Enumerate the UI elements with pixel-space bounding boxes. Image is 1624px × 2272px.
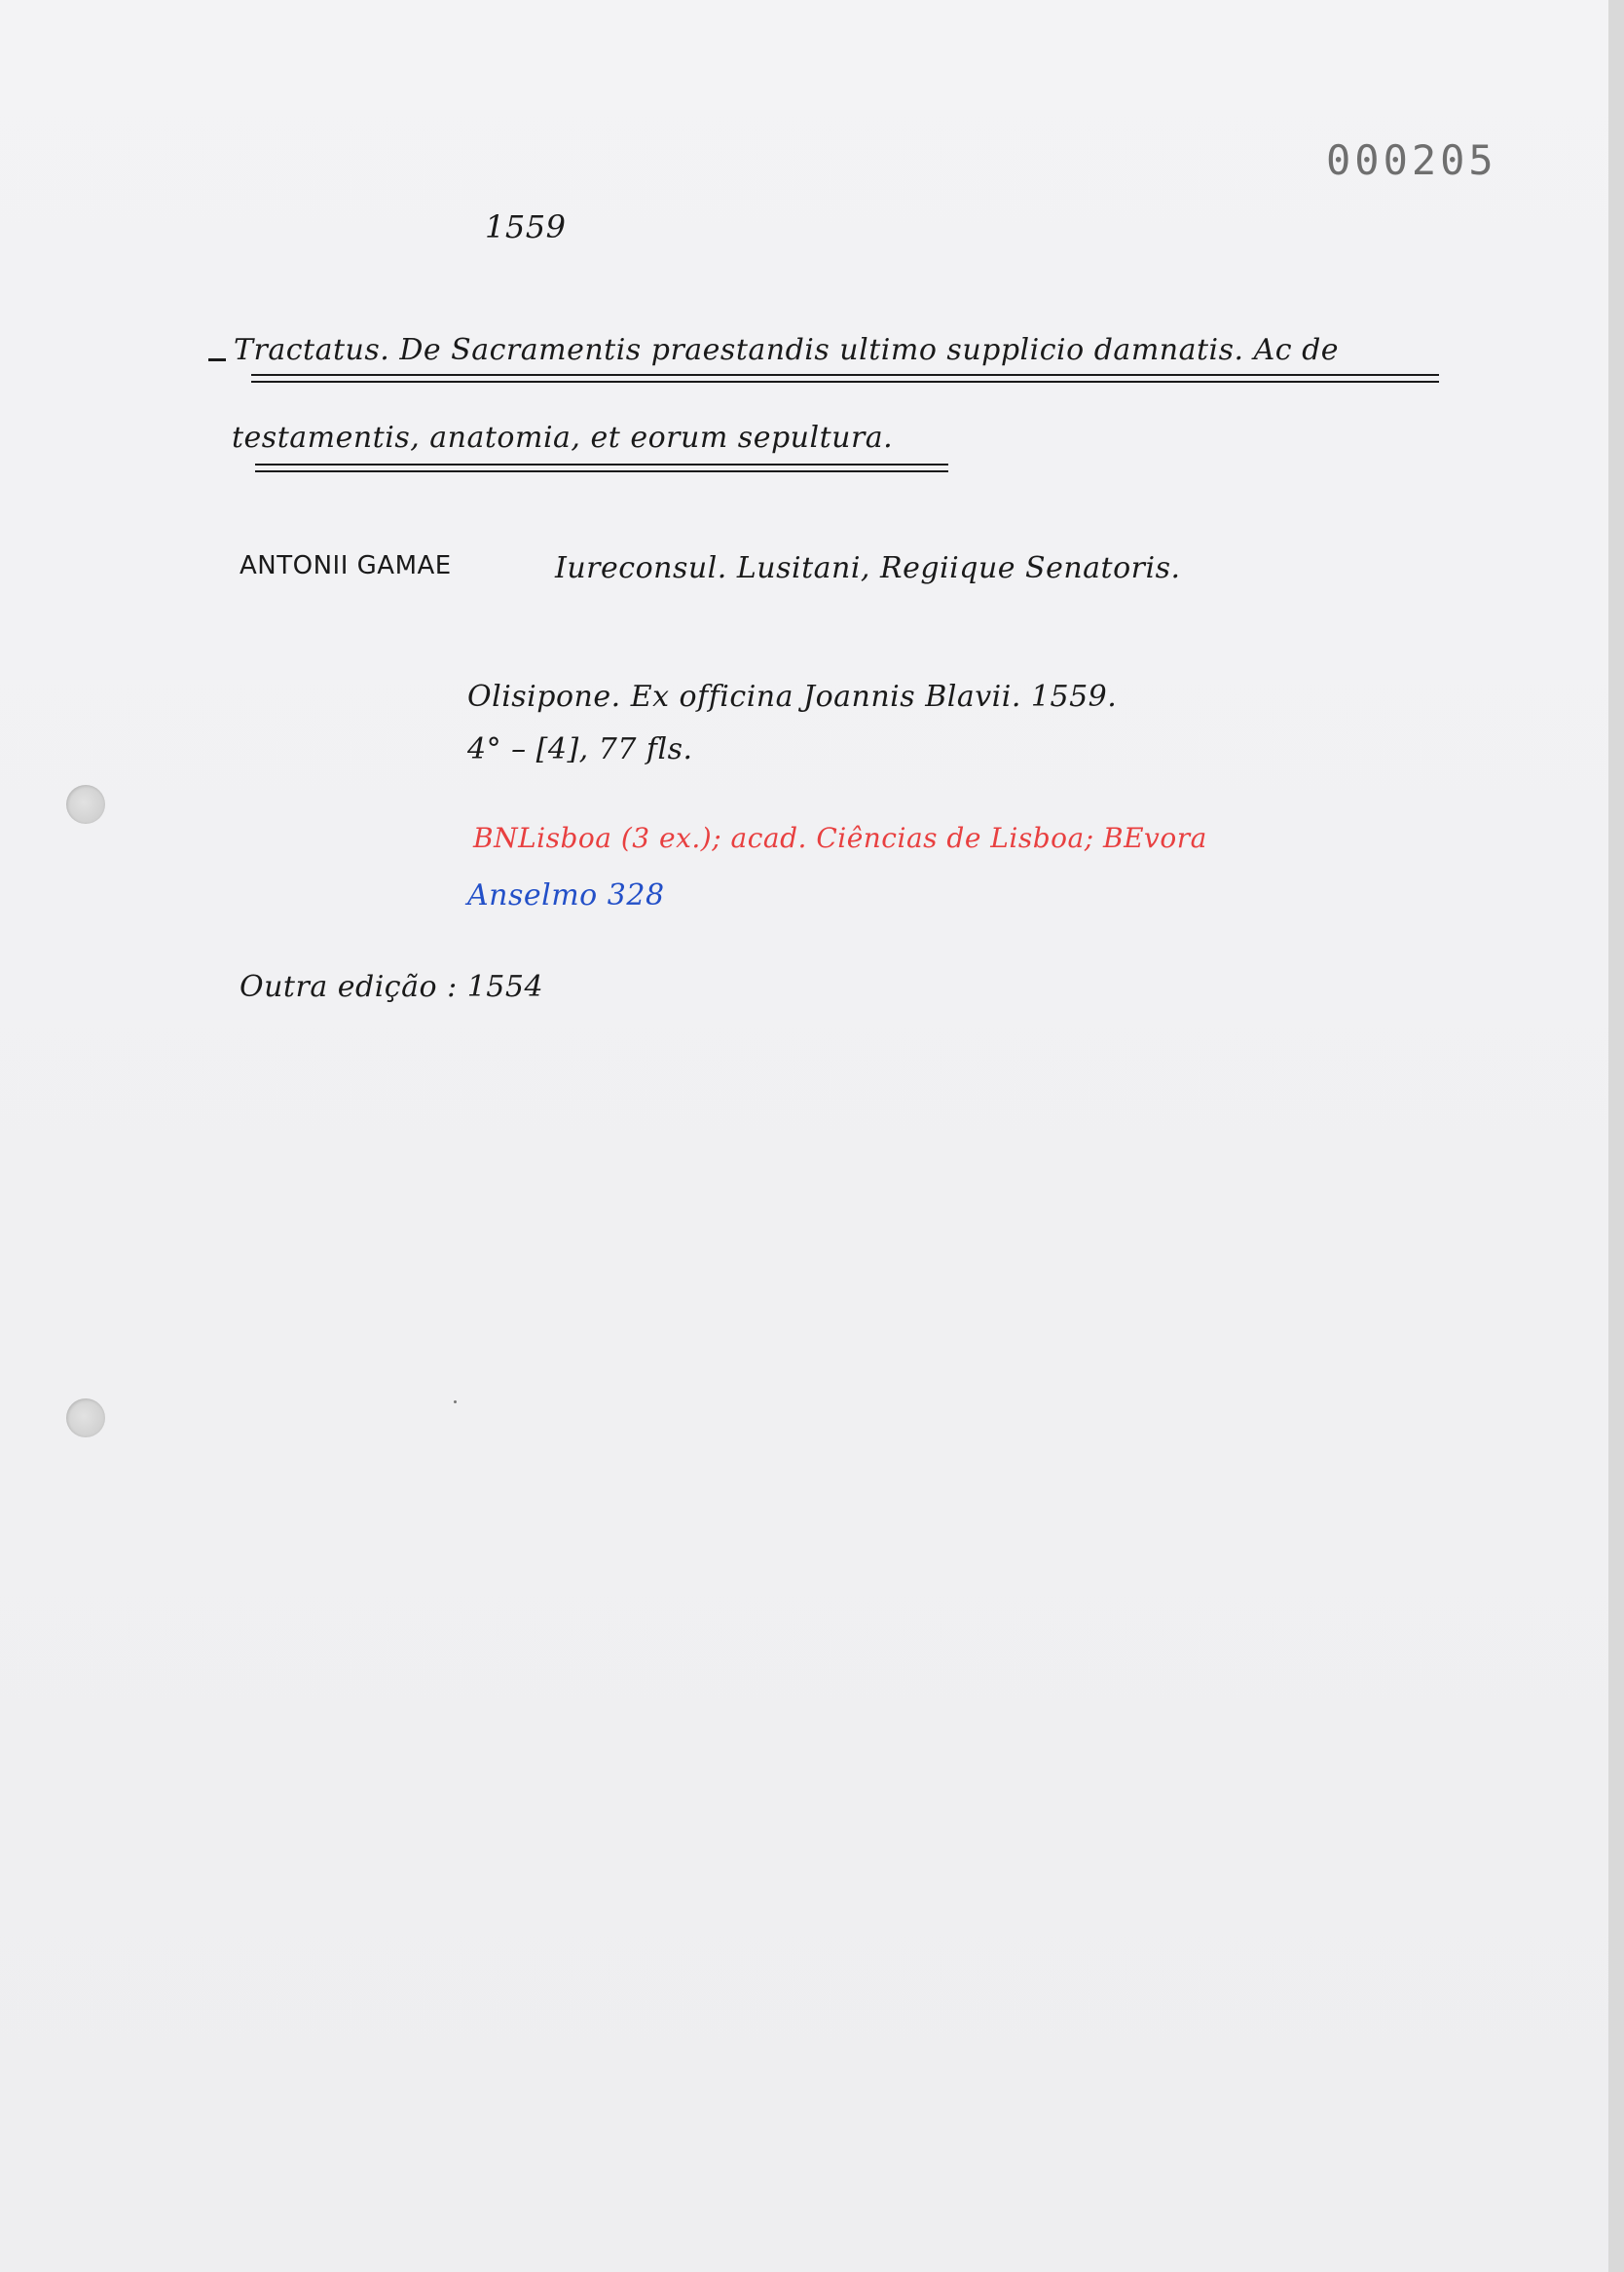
stamp-number: 000205 (1326, 136, 1497, 184)
author-description: Iureconsul. Lusitani, Regiique Senatoris. (555, 551, 1181, 585)
entry-dash (208, 358, 226, 361)
title-line-2: testamentis, anatomia, et eorum sepultura. (232, 421, 894, 455)
other-edition: Outra edição : 1554 (240, 970, 544, 1004)
paper-speck (454, 1400, 457, 1403)
title-line-1: Tractatus. De Sacramentis praestandis ultimo supplicio damnatis. Ac de (234, 333, 1340, 367)
title-underline-2a (255, 464, 948, 466)
title-underline-1b (251, 381, 1439, 383)
title-underline-2b (255, 470, 948, 472)
bibliographic-reference: Anselmo 328 (467, 878, 665, 913)
title-underline-1a (251, 374, 1439, 376)
holdings-list: BNLisboa (3 ex.); acad. Ciências de Lisboa; BEvora (473, 822, 1207, 854)
punch-hole-top (66, 785, 105, 824)
publication-year: 1559 (485, 208, 567, 245)
collation: 4° – [4], 77 fls. (467, 732, 693, 766)
page-edge (1608, 0, 1624, 2272)
imprint: Olisipone. Ex officina Joannis Blavii. 1559. (467, 680, 1118, 714)
author-caps: ANTONII GAMAE (240, 551, 452, 580)
punch-hole-bottom (66, 1398, 105, 1437)
